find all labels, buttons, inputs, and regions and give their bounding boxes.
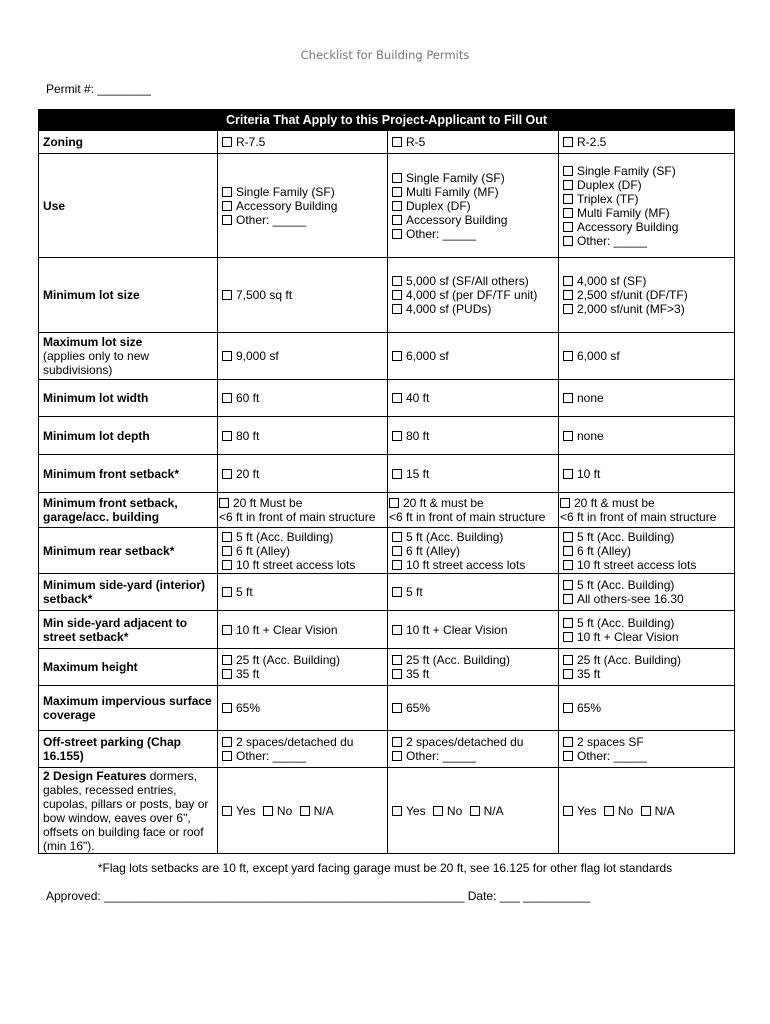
checkbox-option[interactable]: 35 ft xyxy=(563,667,730,681)
checkbox-option[interactable]: R-7.5 xyxy=(222,135,383,149)
table-row xyxy=(39,493,735,528)
checkbox-icon[interactable] xyxy=(392,546,402,556)
checkbox-icon[interactable] xyxy=(563,594,573,604)
row-label: Min side-yard adjacent to street setback* xyxy=(39,611,218,649)
checkbox-option[interactable]: 15 ft xyxy=(392,467,554,481)
checkbox-icon[interactable] xyxy=(392,276,402,286)
checkbox-option[interactable]: 10 ft street access lots xyxy=(392,558,554,572)
checkbox-option[interactable]: 2 spaces/detached du xyxy=(392,735,554,749)
checkbox-icon[interactable] xyxy=(470,806,480,816)
checkbox-icon[interactable] xyxy=(563,632,573,642)
checkbox-icon[interactable] xyxy=(641,806,651,816)
checkbox-icon[interactable] xyxy=(563,532,573,542)
criteria-table xyxy=(38,109,735,854)
checkbox-option[interactable]: 65% xyxy=(563,701,730,715)
checkbox-option[interactable]: 4,000 sf (per DF/TF unit) xyxy=(392,288,554,302)
checkbox-option[interactable]: none xyxy=(563,391,730,405)
checkbox-icon[interactable] xyxy=(222,201,232,211)
checkbox-icon[interactable] xyxy=(392,751,402,761)
approval-signature-line[interactable]: Approved: ______________________________________________________ Date: ___ __________ xyxy=(46,889,590,903)
checkbox-option[interactable]: 20 ft & must be xyxy=(560,496,733,510)
checkbox-icon[interactable] xyxy=(222,737,232,747)
checkbox-icon[interactable] xyxy=(392,532,402,542)
checkbox-icon[interactable] xyxy=(563,751,573,761)
checkbox-option[interactable]: 4,000 sf (PUDs) xyxy=(392,302,554,316)
checkbox-option[interactable]: 2,000 sf/unit (MF>3) xyxy=(563,302,730,316)
document-title: Checklist for Building Permits xyxy=(300,48,470,62)
checkbox-option[interactable]: Single Family (SF) xyxy=(392,171,554,185)
checkbox-option[interactable]: 5 ft (Acc. Building) xyxy=(563,578,730,592)
option-continuation: <6 ft in front of main structure xyxy=(560,510,717,524)
row-label: Maximum height xyxy=(39,649,218,686)
checkbox-option[interactable]: R-5 xyxy=(392,135,554,149)
table-row xyxy=(39,154,735,258)
checkbox-icon[interactable] xyxy=(563,166,573,176)
table-row xyxy=(39,611,735,649)
checkbox-icon[interactable] xyxy=(563,703,573,713)
checkbox-icon[interactable] xyxy=(222,351,232,361)
row-label: Minimum front setback* xyxy=(39,455,218,493)
checkbox-icon[interactable] xyxy=(563,208,573,218)
checkbox-option[interactable]: 10 ft + Clear Vision xyxy=(222,623,383,637)
checkbox-option[interactable]: Other: _____ xyxy=(392,227,554,241)
checkbox-icon[interactable] xyxy=(222,751,232,761)
checkbox-icon[interactable] xyxy=(222,469,232,479)
checkbox-option[interactable]: 20 ft Must be xyxy=(219,496,386,510)
checkbox-icon[interactable] xyxy=(392,137,402,147)
table-row xyxy=(39,333,735,380)
no-option[interactable]: No xyxy=(433,804,462,818)
row-label: Maximum impervious surface coverage xyxy=(39,686,218,731)
row-sublabel: dormers, gables, recessed entries, cupolas, pillars or posts, bay or bow window, eaves over 6", offsets on building face or roof (min 16"). xyxy=(43,768,209,853)
yes-option[interactable]: Yes xyxy=(563,804,597,818)
na-option[interactable]: N/A xyxy=(470,804,504,818)
checkbox-icon[interactable] xyxy=(222,703,232,713)
checkbox-option[interactable]: Single Family (SF) xyxy=(222,185,383,199)
permit-number-field[interactable]: Permit #: ________ xyxy=(46,82,151,96)
checkbox-option[interactable]: 80 ft xyxy=(392,429,554,443)
checkbox-option[interactable]: 6 ft (Alley) xyxy=(392,544,554,558)
checkbox-icon[interactable] xyxy=(222,560,232,570)
checkbox-icon[interactable] xyxy=(392,431,402,441)
checkbox-icon[interactable] xyxy=(563,393,573,403)
checkbox-icon[interactable] xyxy=(392,806,402,816)
checkbox-option[interactable]: 80 ft xyxy=(222,429,383,443)
checkbox-option[interactable]: 20 ft xyxy=(222,467,383,481)
checkbox-icon[interactable] xyxy=(392,393,402,403)
checkbox-option[interactable]: none xyxy=(563,429,730,443)
checkbox-option[interactable]: 2,500 sf/unit (DF/TF) xyxy=(563,288,730,302)
checkbox-option[interactable]: 5 ft (Acc. Building) xyxy=(563,530,730,544)
checkbox-option[interactable]: 25 ft (Acc. Building) xyxy=(222,653,383,667)
checkbox-icon[interactable] xyxy=(563,655,573,665)
checkbox-icon[interactable] xyxy=(392,215,402,225)
checkbox-option[interactable]: 10 ft + Clear Vision xyxy=(392,623,554,637)
checkbox-option[interactable]: R-2.5 xyxy=(563,135,730,149)
row-label: Zoning xyxy=(39,131,218,154)
checkbox-option[interactable]: Multi Family (MF) xyxy=(563,206,730,220)
option-continuation: <6 ft in front of main structure xyxy=(219,510,376,524)
checkbox-icon[interactable] xyxy=(392,737,402,747)
row-label: 2 Design Features dormers, gables, recessed entries, cupolas, pillars or posts, bay or bow window, eaves over 6", offsets on building face or roof (min 16"). xyxy=(39,768,218,854)
checkbox-icon[interactable] xyxy=(563,180,573,190)
checkbox-icon[interactable] xyxy=(222,215,232,225)
checkbox-icon[interactable] xyxy=(222,431,232,441)
row-label: Use xyxy=(39,154,218,258)
checkbox-icon[interactable] xyxy=(563,236,573,246)
checkbox-icon[interactable] xyxy=(563,546,573,556)
checkbox-icon[interactable] xyxy=(222,393,232,403)
checkbox-icon[interactable] xyxy=(392,669,402,679)
yes-option[interactable]: Yes xyxy=(392,804,426,818)
checkbox-icon[interactable] xyxy=(222,187,232,197)
row-label: Minimum lot width xyxy=(39,380,218,417)
checkbox-option[interactable]: 65% xyxy=(392,701,554,715)
checkbox-icon[interactable] xyxy=(222,546,232,556)
table-row xyxy=(39,258,735,333)
checkbox-option[interactable]: Multi Family (MF) xyxy=(392,185,554,199)
checkbox-icon[interactable] xyxy=(392,560,402,570)
checkbox-icon[interactable] xyxy=(563,222,573,232)
checkbox-icon[interactable] xyxy=(563,351,573,361)
checkbox-icon[interactable] xyxy=(392,625,402,635)
checkbox-option[interactable]: Other: _____ xyxy=(392,749,554,763)
checkbox-icon[interactable] xyxy=(222,290,232,300)
checkbox-icon[interactable] xyxy=(389,498,399,508)
checkbox-icon[interactable] xyxy=(392,469,402,479)
table-row xyxy=(39,686,735,731)
checkbox-option[interactable]: 10 ft street access lots xyxy=(563,558,730,572)
checkbox-option[interactable]: 5,000 sf (SF/All others) xyxy=(392,274,554,288)
table-row xyxy=(39,649,735,686)
checkbox-option[interactable]: 10 ft + Clear Vision xyxy=(563,630,730,644)
checkbox-icon[interactable] xyxy=(222,655,232,665)
checkbox-option[interactable]: 6,000 sf xyxy=(563,349,730,363)
checkbox-icon[interactable] xyxy=(263,806,273,816)
table-row xyxy=(39,528,735,574)
checkbox-option[interactable]: Accessory Building xyxy=(222,199,383,213)
checkbox-option[interactable]: 5 ft xyxy=(222,585,383,599)
checkbox-option[interactable]: 6 ft (Alley) xyxy=(222,544,383,558)
checkbox-option[interactable]: 5 ft (Acc. Building) xyxy=(563,616,730,630)
checkbox-icon[interactable] xyxy=(563,194,573,204)
checkbox-icon[interactable] xyxy=(222,669,232,679)
checkbox-icon[interactable] xyxy=(222,532,232,542)
checkbox-option[interactable]: Triplex (TF) xyxy=(563,192,730,206)
checkbox-option[interactable]: Other: _____ xyxy=(563,749,730,763)
checkbox-icon[interactable] xyxy=(392,351,402,361)
checkbox-option[interactable]: Other: _____ xyxy=(222,749,383,763)
checkbox-icon[interactable] xyxy=(392,173,402,183)
row-label: Minimum lot size xyxy=(39,258,218,333)
checkbox-icon[interactable] xyxy=(563,137,573,147)
checkbox-option[interactable]: 5 ft (Acc. Building) xyxy=(392,530,554,544)
checkbox-icon[interactable] xyxy=(563,276,573,286)
checkbox-icon[interactable] xyxy=(392,703,402,713)
checkbox-option[interactable]: Duplex (DF) xyxy=(563,178,730,192)
checkbox-icon[interactable] xyxy=(560,498,570,508)
checkbox-icon[interactable] xyxy=(300,806,310,816)
checkbox-icon[interactable] xyxy=(392,187,402,197)
checkbox-icon[interactable] xyxy=(563,560,573,570)
checkbox-option[interactable]: 7,500 sq ft xyxy=(222,288,383,302)
checkbox-option[interactable]: 20 ft & must be xyxy=(389,496,557,510)
checkbox-option[interactable]: All others-see 16.30 xyxy=(563,592,730,606)
table-row xyxy=(39,574,735,611)
row-label: Maximum lot size (applies only to new subdivisions) xyxy=(39,333,218,380)
row-label: Minimum rear setback* xyxy=(39,528,218,574)
yes-option[interactable]: Yes xyxy=(222,804,256,818)
checkbox-icon[interactable] xyxy=(563,618,573,628)
no-option[interactable]: No xyxy=(604,804,633,818)
checkbox-icon[interactable] xyxy=(563,431,573,441)
checkbox-icon[interactable] xyxy=(222,137,232,147)
checkbox-icon[interactable] xyxy=(392,229,402,239)
checkbox-option[interactable]: 65% xyxy=(222,701,383,715)
checkbox-option[interactable]: Accessory Building xyxy=(392,213,554,227)
checkbox-option[interactable]: 10 ft street access lots xyxy=(222,558,383,572)
checkbox-icon[interactable] xyxy=(392,587,402,597)
checkbox-icon[interactable] xyxy=(222,806,232,816)
checkbox-option[interactable]: 10 ft xyxy=(563,467,730,481)
checkbox-option[interactable]: Other: _____ xyxy=(563,234,730,248)
checkbox-option[interactable]: 6 ft (Alley) xyxy=(563,544,730,558)
checkbox-icon[interactable] xyxy=(392,290,402,300)
checkbox-option[interactable]: 5 ft xyxy=(392,585,554,599)
checkbox-icon[interactable] xyxy=(222,587,232,597)
checkbox-icon[interactable] xyxy=(563,290,573,300)
row-label: Minimum front setback, garage/acc. building xyxy=(39,493,218,528)
checkbox-option[interactable]: 35 ft xyxy=(222,667,383,681)
table-header: Criteria That Apply to this Project-Applicant to Fill Out xyxy=(39,110,735,131)
checkbox-option[interactable]: Other: _____ xyxy=(222,213,383,227)
checkbox-option[interactable]: 9,000 sf xyxy=(222,349,383,363)
checkbox-option[interactable]: 40 ft xyxy=(392,391,554,405)
checkbox-icon[interactable] xyxy=(563,469,573,479)
checkbox-option[interactable]: 25 ft (Acc. Building) xyxy=(563,653,730,667)
checkbox-icon[interactable] xyxy=(433,806,443,816)
checkbox-option[interactable]: Single Family (SF) xyxy=(563,164,730,178)
checkbox-option[interactable]: 5 ft (Acc. Building) xyxy=(222,530,383,544)
na-option[interactable]: N/A xyxy=(300,804,334,818)
table-row xyxy=(39,768,735,854)
checkbox-icon[interactable] xyxy=(392,201,402,211)
checkbox-icon[interactable] xyxy=(604,806,614,816)
checkbox-option[interactable]: 4,000 sf (SF) xyxy=(563,274,730,288)
checkbox-option[interactable]: Duplex (DF) xyxy=(392,199,554,213)
checkbox-icon[interactable] xyxy=(563,304,573,314)
checkbox-icon[interactable] xyxy=(222,625,232,635)
row-label: Off-street parking (Chap 16.155) xyxy=(39,731,218,768)
option-continuation: <6 ft in front of main structure xyxy=(389,510,546,524)
checkbox-option[interactable]: 60 ft xyxy=(222,391,383,405)
row-label: Minimum side-yard (interior) setback* xyxy=(39,574,218,611)
checkbox-icon[interactable] xyxy=(563,580,573,590)
checkbox-icon[interactable] xyxy=(563,806,573,816)
checkbox-option[interactable]: 2 spaces SF xyxy=(563,735,730,749)
checkbox-option[interactable]: 25 ft (Acc. Building) xyxy=(392,653,554,667)
checkbox-icon[interactable] xyxy=(219,498,229,508)
na-option[interactable]: N/A xyxy=(641,804,675,818)
table-row xyxy=(39,731,735,768)
no-option[interactable]: No xyxy=(263,804,292,818)
checkbox-icon[interactable] xyxy=(392,655,402,665)
checkbox-icon[interactable] xyxy=(563,669,573,679)
table-row xyxy=(39,455,735,493)
checkbox-option[interactable]: 6,000 sf xyxy=(392,349,554,363)
table-row xyxy=(39,417,735,455)
checkbox-option[interactable]: 35 ft xyxy=(392,667,554,681)
checkbox-option[interactable]: 2 spaces/detached du xyxy=(222,735,383,749)
table-row xyxy=(39,131,735,154)
checkbox-icon[interactable] xyxy=(392,304,402,314)
flag-lot-footnote: *Flag lots setbacks are 10 ft, except yard facing garage must be 20 ft, see 16.125 for other flag lot standards xyxy=(97,861,673,875)
checkbox-icon[interactable] xyxy=(563,737,573,747)
checkbox-option[interactable]: Accessory Building xyxy=(563,220,730,234)
row-sublabel: (applies only to new subdivisions) xyxy=(43,349,150,377)
table-row xyxy=(39,380,735,417)
row-label: Minimum lot depth xyxy=(39,417,218,455)
